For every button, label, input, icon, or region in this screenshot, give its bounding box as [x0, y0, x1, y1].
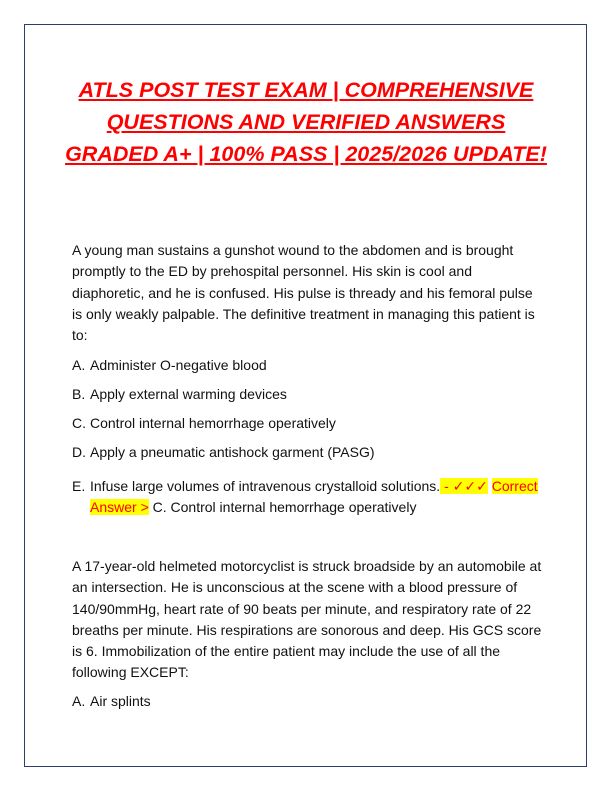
option-text: Control internal hemorrhage operatively: [90, 415, 336, 431]
option-letter: A.: [72, 357, 86, 373]
question-1-option-e: [72, 476, 542, 518]
option-text: Air splints: [90, 693, 151, 709]
option-letter: B.: [72, 386, 86, 402]
option-letter: D.: [72, 444, 86, 460]
question-1-option-a: [72, 355, 542, 376]
option-letter: C.: [72, 415, 86, 431]
question-2-stem: A 17-year-old helmeted motorcyclist is struck broadside by an automobile at an intersection. He is unconscious at the scene with a blood pressure of 140/90mmHg, heart rate of 90 beats per minute, and respiratory rate of 22 breaths per minute. His respirations are sonorous and deep. His GCS score is 6. Immobilization of the entire patient may include the use of all the following EXCEPT:: [72, 558, 542, 681]
question-1-option-c: [72, 413, 542, 434]
question-1-option-d: [72, 442, 542, 463]
option-letter: A.: [72, 693, 86, 709]
document-title: ATLS POST TEST EXAM | COMPREHENSIVE QUESTIONS AND VERIFIED ANSWERS GRADED A+ | 100% PASS | 2025/2026 UPDATE!: [65, 78, 547, 166]
option-letter: E.: [72, 478, 86, 494]
correct-answer-label: Correct Answer >: [90, 478, 538, 515]
checkmark-icon: - ✓✓✓: [440, 478, 488, 494]
correct-answer-text: C. Control internal hemorrhage operatively: [148, 499, 417, 515]
option-text: Infuse large volumes of intravenous crystalloid solutions.: [90, 478, 441, 494]
question-2-option-a: [72, 691, 542, 712]
option-text: Administer O-negative blood: [90, 357, 267, 373]
option-text: Apply a pneumatic antishock garment (PASG): [90, 444, 375, 460]
question-1-option-b: [72, 384, 542, 405]
question-1-stem: A young man sustains a gunshot wound to the abdomen and is brought promptly to the ED by prehospital personnel. His skin is cool and diaphoretic, and he is confused. His pulse is thready and his femoral pulse is only weakly palpable. The definitive treatment in managing this patient is to:: [72, 242, 535, 344]
option-text: Apply external warming devices: [90, 386, 287, 402]
